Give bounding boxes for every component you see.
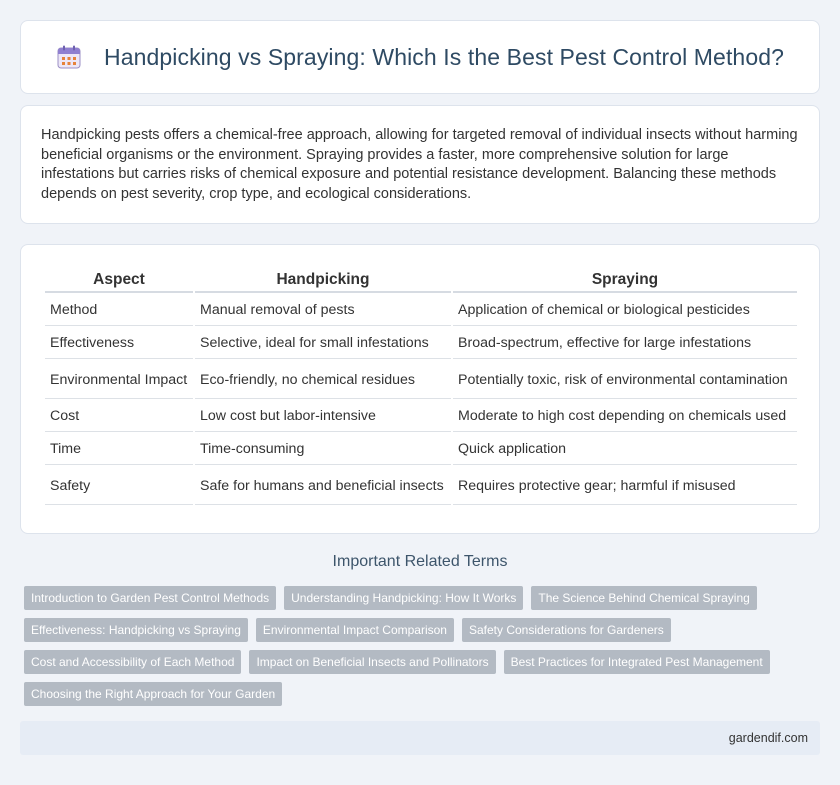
header-spraying: Spraying <box>453 267 797 293</box>
related-term-link[interactable]: Cost and Accessibility of Each Method <box>24 650 241 674</box>
related-term-link[interactable]: Environmental Impact Comparison <box>256 618 454 642</box>
related-term-link[interactable]: Introduction to Garden Pest Control Methods <box>24 586 276 610</box>
intro-paragraph: Handpicking pests offers a chemical-free approach, allowing for targeted removal of individual insects without harming beneficial organisms or the environment. Spraying provides a faster, more comprehensive solution for large infestations but carries risks of chemical exposure and potential resistance development. Balancing these methods depends on pest severity, crop type, and ecological considerations. <box>41 127 798 202</box>
table-cell: Selective, ideal for small infestations <box>195 328 451 359</box>
table-cell: Manual removal of pests <box>195 295 451 326</box>
table-cell: Low cost but labor-intensive <box>195 401 451 432</box>
table-row <box>45 467 797 505</box>
related-term-link[interactable]: Best Practices for Integrated Pest Management <box>504 650 770 674</box>
table-row <box>45 328 797 359</box>
table-row <box>45 434 797 465</box>
related-terms-title: Important Related Terms <box>332 553 508 570</box>
table-cell: Environmental Impact <box>45 361 193 399</box>
comparison-card <box>20 244 820 534</box>
page-title: Handpicking vs Spraying: Which Is the Best Pest Control Method? <box>103 43 784 70</box>
related-term-link[interactable]: Impact on Beneficial Insects and Pollinators <box>249 650 495 674</box>
table-cell: Safety <box>45 467 193 505</box>
related-term-link[interactable]: Effectiveness: Handpicking vs Spraying <box>24 618 248 642</box>
table-row <box>45 401 797 432</box>
table-cell: Time-consuming <box>195 434 451 465</box>
related-term-link[interactable]: Safety Considerations for Gardeners <box>462 618 671 642</box>
table-cell: Safe for humans and beneficial insects <box>195 467 451 505</box>
related-term-link[interactable]: The Science Behind Chemical Spraying <box>531 586 756 610</box>
table-cell: Quick application <box>453 434 797 465</box>
table-cell: Cost <box>45 401 193 432</box>
table-cell: Method <box>45 295 193 326</box>
footer <box>20 721 820 755</box>
table-cell: Time <box>45 434 193 465</box>
comparison-table <box>43 265 799 507</box>
related-terms-list <box>24 586 824 706</box>
table-cell: Requires protective gear; harmful if misused <box>453 467 797 505</box>
table-header-row <box>45 267 797 293</box>
footer-site-link[interactable]: gardendif.com <box>728 731 808 745</box>
related-term-link[interactable]: Understanding Handpicking: How It Works <box>284 586 523 610</box>
header-aspect: Aspect <box>45 267 193 293</box>
table-cell: Effectiveness <box>45 328 193 359</box>
table-cell: Broad-spectrum, effective for large infestations <box>453 328 797 359</box>
calendar-icon <box>56 44 82 70</box>
table-cell: Application of chemical or biological pesticides <box>453 295 797 326</box>
related-term-link[interactable]: Choosing the Right Approach for Your Garden <box>24 682 282 706</box>
intro-card <box>20 105 820 224</box>
table-row <box>45 361 797 399</box>
table-cell: Moderate to high cost depending on chemicals used <box>453 401 797 432</box>
header-card <box>20 20 820 94</box>
header-handpicking: Handpicking <box>195 267 451 293</box>
table-row <box>45 295 797 326</box>
table-cell: Potentially toxic, risk of environmental contamination <box>453 361 797 399</box>
table-cell: Eco-friendly, no chemical residues <box>195 361 451 399</box>
